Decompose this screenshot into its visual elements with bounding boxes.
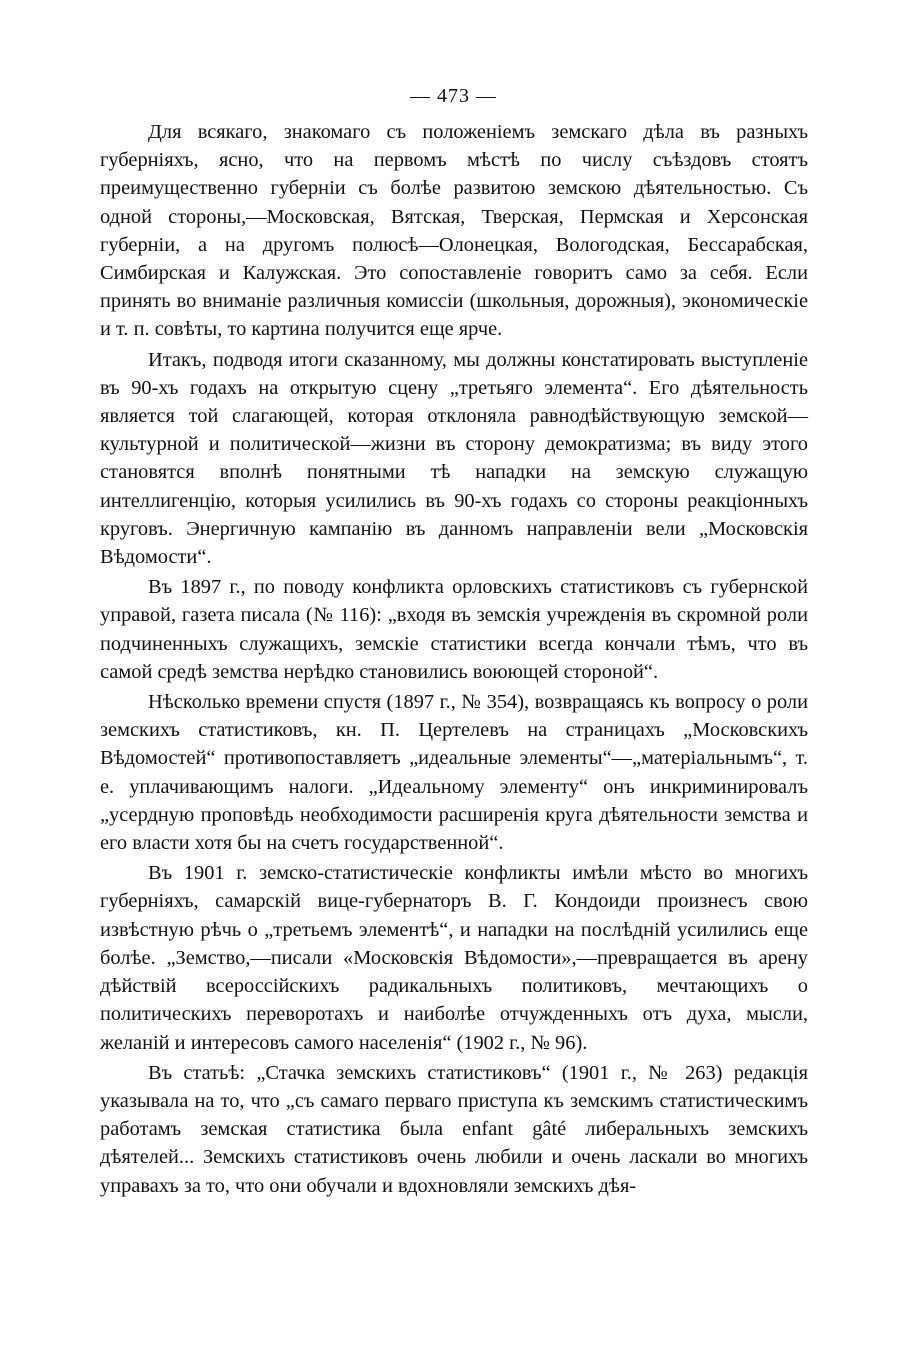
paragraph-2: Итакъ, подводя итоги сказанному, мы должны констатировать выступленіе въ 90-хъ годахъ на открытую сцену „третьяго элемента“. Его дѣятельность является той слагающей, которая отклоняла равнодѣйствующую земской—культурной и политической—жизни въ сторону демократизма; въ виду этого становятся вполнѣ понятными тѣ нападки на земскую служащую интеллигенцію, которыя усилились въ 90-хъ годахъ со стороны реакціонныхъ круговъ. Энергичную кампанію въ данномъ направленіи вели „Московскія Вѣдомости“. (100, 348, 808, 569)
page-number: — 473 — (410, 85, 497, 107)
paragraph-3: Въ 1897 г., по поводу конфликта орловскихъ статистиковъ съ губернской управой, газета писала (№ 116): „входя въ земскія учрежденія въ скромной роли подчиненныхъ служащихъ, земскіе статистики всегда кончали тѣмъ, что въ самой средѣ земства нерѣдко становились воюющей стороной“. (100, 576, 808, 683)
paragraph-1: Для всякаго, знакомаго съ положеніемъ земскаго дѣла въ разныхъ губерніяхъ, ясно, что на первомъ мѣстѣ по числу съѣздовъ стоятъ преимущественно губерніи съ болѣе развитою земскою дѣятельностью. Съ одной стороны,—Московская, Вятская, Тверская, Пермская и Херсонская губерніи, а на другомъ полюсѣ—Олонецкая, Вологодская, Бессарабская, Симбирская и Калужская. Это сопоставленіе говоритъ само за себя. Если принять во вниманіе различныя комиссіи (школьныя, дорожныя), экономическіе и т. п. совѣты, то картина получится еще ярче. (100, 121, 808, 341)
paragraph-5: Въ 1901 г. земско-статистическіе конфликты имѣли мѣсто во многихъ губерніяхъ, самарскій вице-губернаторъ В. Г. Кондоиди произнесъ свою извѣстную рѣчь о „третьемъ элементѣ“, и нападки на послѣдній усилились еще болѣе. „Земство,—писали «Московскія Вѣдомости»,—превращается въ арену дѣйствій всероссійскихъ радикальныхъ политиковъ, мечтающихъ о политическихъ переворотахъ и наиболѣе отчужденныхъ отъ духа, мысли, желаній и интересовъ самого населенія“ (1902 г., № 96). (100, 862, 808, 1054)
body-text (100, 118, 808, 1200)
paragraph-6: Въ статьѣ: „Стачка земскихъ статистиковъ“ (1901 г., № 263) редакція указывала на то, что „съ самаго перваго приступа къ земскимъ статистическимъ работамъ земская статистика была enfant gâté либеральныхъ земскихъ дѣятелей... Земскихъ статистиковъ очень любили и очень ласкали во многихъ управахъ за то, что они обучали и вдохновляли земскихъ дѣя- (100, 1061, 808, 1197)
paragraph-4: Нѣсколько времени спустя (1897 г., № 354), возвращаясь къ вопросу о роли земскихъ статистиковъ, кн. П. Цертелевъ на страницахъ „Московскихъ Вѣдомостей“ противопоставляетъ „идеальные элементы“—„матеріальнымъ“, т. е. уплачивающимъ налоги. „Идеальному элементу“ онъ инкриминировалъ „усердную проповѣдь необходимости расширенія круга дѣятельности земства и его власти хотя бы на счетъ государственной“. (100, 691, 808, 855)
